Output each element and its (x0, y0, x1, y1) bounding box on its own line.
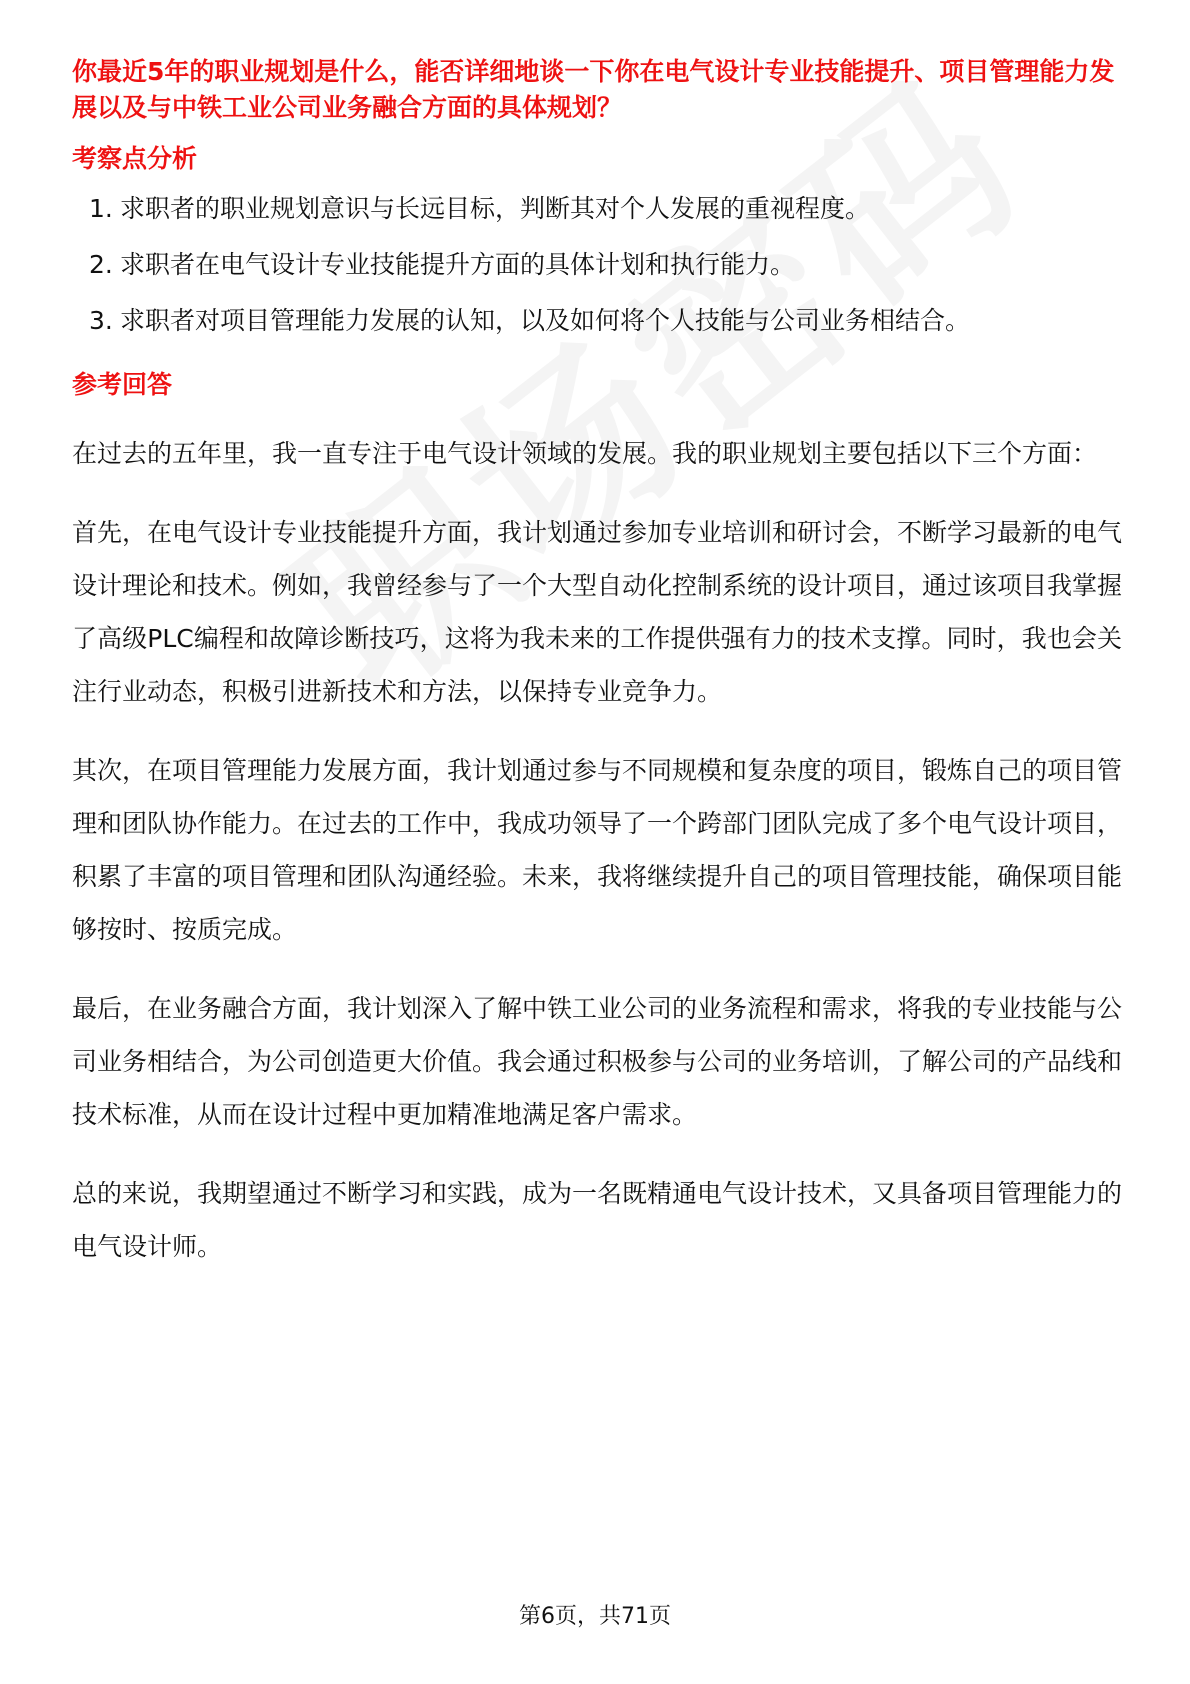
analysis-section-title: 考察点分析 (72, 144, 198, 173)
answer-section-title: 参考回答 (72, 370, 173, 399)
analysis-item (72, 247, 1122, 283)
answer-paragraph: 总的来说，我期望通过不断学习和实践，成为一名既精通电气设计技术，又具备项目管理能力的电气设计师。 (72, 1179, 1123, 1261)
list-item-text: 求职者对项目管理能力发展的认知，以及如何将个人技能与公司业务相结合。 (120, 306, 971, 335)
analysis-item (72, 191, 1122, 227)
page-number: 第6页，共71页 (519, 1604, 671, 1629)
list-item-text: 求职者在电气设计专业技能提升方面的具体计划和执行能力。 (120, 250, 796, 279)
answer-paragraph: 最后，在业务融合方面，我计划深入了解中铁工业公司的业务流程和需求，将我的专业技能与公司业务相结合，为公司创造更大价值。我会通过积极参与公司的业务培训，了解公司的产品线和技术标准，从而在设计过程中更加精准地满足客户需求。 (72, 994, 1123, 1129)
answer-paragraph: 首先，在电气设计专业技能提升方面，我计划通过参加专业培训和研讨会，不断学习最新的电气设计理论和技术。例如，我曾经参与了一个大型自动化控制系统的设计项目，通过该项目我掌握了高级PLC编程和故障诊断技巧，这将为我未来的工作提供强有力的技术支撑。同时，我也会关注行业动态，积极引进新技术和方法，以保持专业竞争力。 (72, 518, 1123, 706)
question-heading: 你最近5年的职业规划是什么，能否详细地谈一下你在电气设计专业技能提升、项目管理能力发展以及与中铁工业公司业务融合方面的具体规划？ (72, 57, 1115, 122)
answer-paragraph: 其次，在项目管理能力发展方面，我计划通过参与不同规模和复杂度的项目，锻炼自己的项目管理和团队协作能力。在过去的工作中，我成功领导了一个跨部门团队完成了多个电气设计项目，积累了丰富的项目管理和团队沟通经验。未来，我将继续提升自己的项目管理技能，确保项目能够按时、按质完成。 (72, 756, 1123, 944)
list-item-text: 求职者的职业规划意识与长远目标，判断其对个人发展的重视程度。 (120, 194, 871, 223)
list-item-number: 1. (89, 194, 113, 223)
list-item-number: 2. (89, 250, 113, 279)
analysis-item (72, 303, 1122, 339)
list-item-number: 3. (89, 306, 113, 335)
analysis-list (72, 191, 1122, 339)
document-page (72, 54, 1122, 1273)
answer-paragraph: 在过去的五年里，我一直专注于电气设计领域的发展。我的职业规划主要包括以下三个方面： (72, 439, 1098, 468)
